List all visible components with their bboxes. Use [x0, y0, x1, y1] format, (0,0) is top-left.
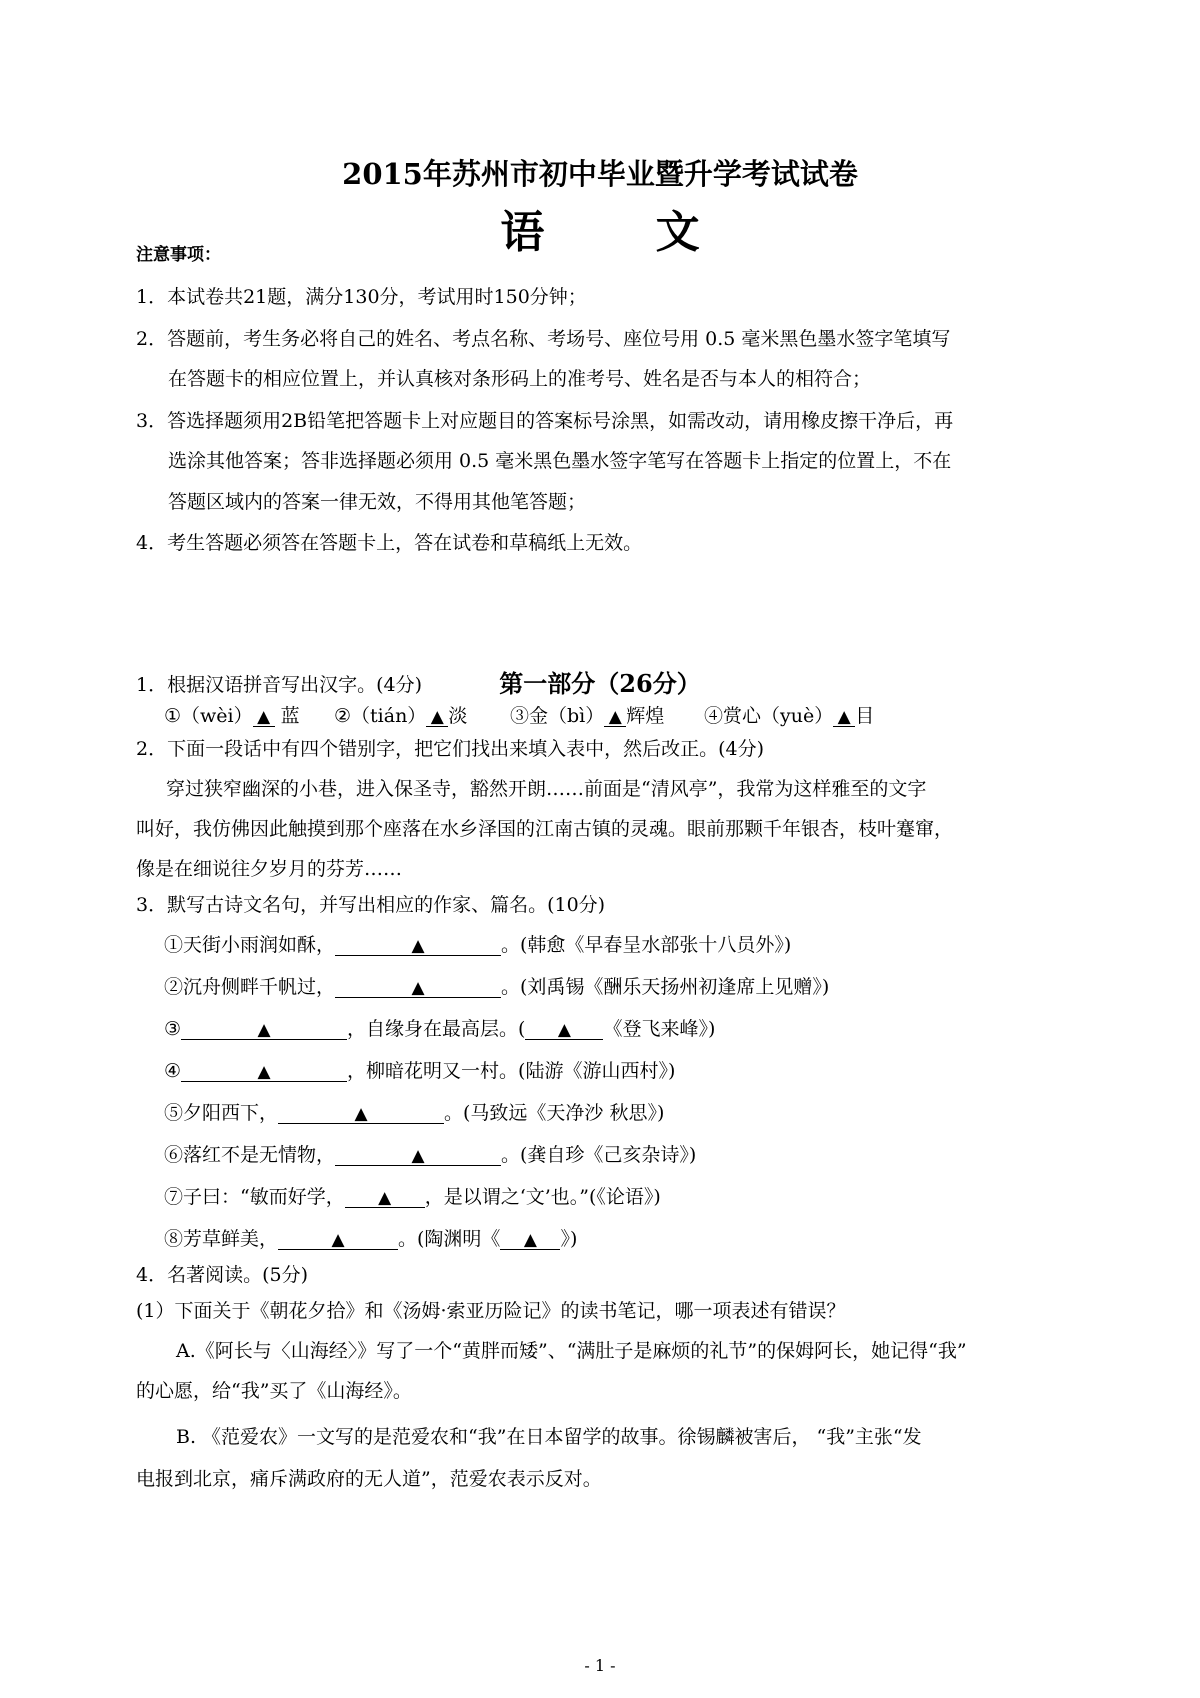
notice-item: 1．本试卷共21题，满分130分，考试用时150分钟；: [136, 286, 587, 308]
subject-title: 语 文: [500, 207, 748, 258]
question-2-stem: 2．下面一段话中有四个错别字，把它们找出来填入表中，然后改正。(4分): [136, 738, 765, 760]
answer-blank[interactable]: ▲: [335, 1148, 501, 1166]
answer-blank[interactable]: ▲: [833, 709, 855, 727]
poem-item: ⑦子曰：“敏而好学， ▲ ，是以谓之‘文’也。”(《论语》): [164, 1186, 661, 1208]
answer-blank[interactable]: ▲: [181, 1022, 347, 1040]
pinyin-item: ③金（bì） ▲ 辉煌: [510, 705, 665, 727]
poem-item: ⑥落红不是无情物， ▲ 。(龚自珍《己亥杂诗》): [164, 1144, 697, 1166]
answer-blank[interactable]: ▲: [345, 1190, 425, 1208]
pinyin-item: ①（wèi） ▲ 蓝: [164, 705, 300, 727]
poem-item: ②沉舟侧畔千帆过， ▲ 。(刘禹锡《酬乐天扬州初逢席上见赠》): [164, 976, 830, 998]
answer-blank[interactable]: ▲: [253, 709, 275, 727]
question-1-stem: 1．根据汉语拼音写出汉字。(4分): [136, 674, 423, 696]
pinyin-item: ②（tián） ▲ 淡: [334, 705, 468, 727]
option-b-line: B. 《范爱农》一文写的是范爱农和“我”在日本留学的故事。徐锡麟被害后， “我”主张“发: [176, 1426, 922, 1448]
notice-item: 2．答题前，考生务必将自己的姓名、考点名称、考场号、座位号用 0.5 毫米黑色墨水签字笔填写: [136, 328, 951, 350]
question-3-stem: 3．默写古诗文名句，并写出相应的作家、篇名。(10分): [136, 894, 606, 916]
answer-blank[interactable]: ▲: [426, 709, 448, 727]
answer-blank[interactable]: ▲: [604, 709, 626, 727]
answer-blank[interactable]: ▲: [335, 980, 501, 998]
notice-heading: 注意事项：: [136, 245, 221, 265]
answer-blank[interactable]: ▲: [278, 1232, 398, 1250]
page-number: - 1 -: [584, 1656, 616, 1675]
notice-item: 选涂其他答案；答非选择题必须用 0.5 毫米黑色墨水签字笔写在答题卡上指定的位置上，不在: [168, 450, 952, 472]
notice-item: 在答题卡的相应位置上，并认真核对条形码上的准考号、姓名是否与本人的相符合；: [168, 368, 872, 390]
option-a-line: A.《阿长与〈山海经〉》写了一个“黄胖而矮”、“满肚子是麻烦的礼节”的保姆阿长，她记得“我”: [176, 1340, 967, 1362]
answer-blank[interactable]: ▲: [500, 1232, 560, 1250]
poem-item: ⑤夕阳西下， ▲ 。(马致远《天净沙 秋思》): [164, 1102, 665, 1124]
passage-line: 像是在细说往夕岁月的芬芳……: [136, 858, 403, 880]
answer-blank[interactable]: ▲: [278, 1106, 444, 1124]
pinyin-item: ④赏心（yuè） ▲ 目: [704, 705, 875, 727]
poem-item: ⑧芳草鲜美， ▲ 。(陶渊明《 ▲ 》): [164, 1228, 578, 1250]
answer-blank[interactable]: ▲: [525, 1022, 603, 1040]
exam-title: 2015年苏州市初中毕业暨升学考试试卷: [342, 157, 858, 191]
poem-item: ④ ▲ ，柳暗花明又一村。(陆游《游山西村》): [164, 1060, 676, 1082]
passage-line: 穿过狭窄幽深的小巷，进入保圣寺，豁然开朗……前面是“清风亭”，我常为这样雅至的文字: [166, 778, 927, 800]
question-4-stem: 4．名著阅读。(5分): [136, 1264, 309, 1286]
notice-item: 4．考生答题必须答在答题卡上，答在试卷和草稿纸上无效。: [136, 532, 643, 554]
notice-item: 3．答选择题须用2B铅笔把答题卡上对应题目的答案标号涂黑，如需改动，请用橡皮擦干净后，再: [136, 410, 954, 432]
section-title: 第一部分（26分）: [499, 669, 701, 698]
answer-blank[interactable]: ▲: [181, 1064, 347, 1082]
answer-blank[interactable]: ▲: [335, 938, 501, 956]
poem-item: ①天街小雨润如酥， ▲ 。(韩愈《早春呈水部张十八员外》): [164, 934, 792, 956]
sub-question: (1）下面关于《朝花夕拾》和《汤姆·索亚历险记》的读书笔记，哪一项表述有错误？: [136, 1300, 846, 1322]
notice-item: 答题区域内的答案一律无效，不得用其他笔答题；: [168, 491, 587, 513]
passage-line: 叫好，我仿佛因此触摸到那个座落在水乡泽国的江南古镇的灵魂。眼前那颗千年银杏，枝叶蹇窜，: [136, 818, 954, 840]
option-a-line: 的心愿，给“我”买了《山海经》。: [136, 1380, 412, 1402]
poem-item: ③ ▲ ，自缘身在最高层。( ▲ 《登飞来峰》): [164, 1018, 716, 1040]
option-b-line: 电报到北京，痛斥满政府的无人道”，范爱农表示反对。: [136, 1468, 602, 1490]
